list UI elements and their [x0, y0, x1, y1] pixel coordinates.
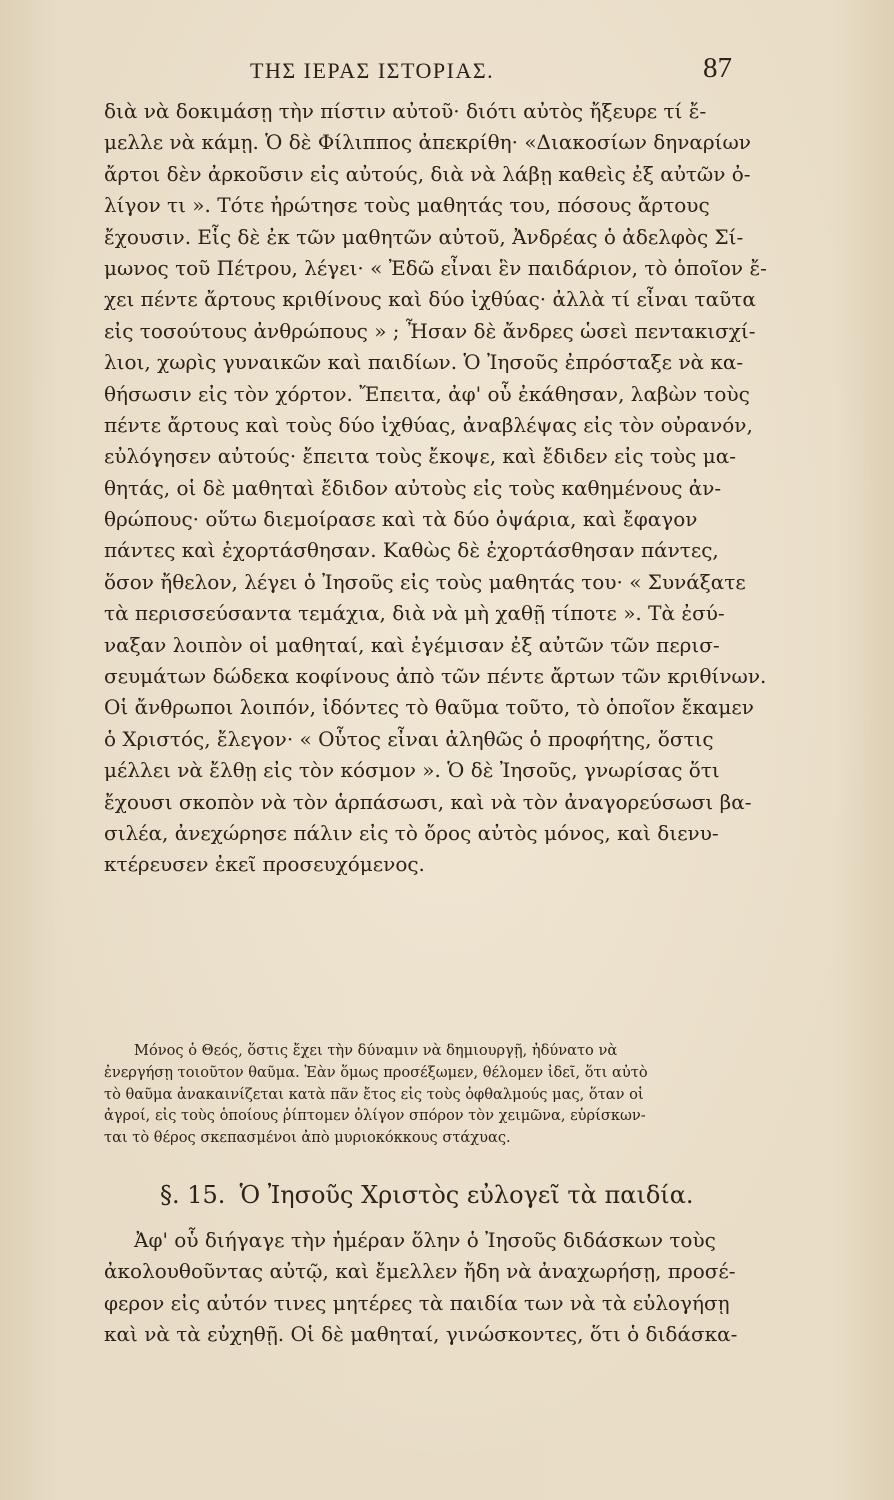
text-line: τὰ περισσεύσαντα τεμάχια, διὰ νὰ μὴ χαθῇ τίποτε ». Τὰ ἐσύ- [104, 601, 725, 626]
text-line: χει πέντε ἄρτους κριθίνους καὶ δύο ἰχθύας· ἀλλὰ τί εἶναι ταῦτα [104, 287, 756, 312]
section-number: §. 15. [160, 1181, 226, 1209]
footnote-line: Μόνος ὁ Θεός, ὅστις ἔχει τὴν δύναμιν νὰ δημιουργῇ, ἠδύνατο νὰ [134, 1042, 618, 1059]
text-line: λίγον τι ». Τότε ἠρώτησε τοὺς μαθητάς του, πόσους ἄρτους [104, 193, 710, 218]
section-title: Ὁ Ἰησοῦς Χριστὸς εὐλογεῖ τὰ παιδία. [239, 1181, 694, 1209]
text-line: ἀκολουθοῦντας αὐτῷ, καὶ ἔμελλεν ἤδη νὰ ἀναχωρήσῃ, προσέ- [104, 1259, 736, 1284]
text-line: διὰ νὰ δοκιμάσῃ τὴν πίστιν αὐτοῦ· διότι αὐτὸς ἤξευρε τί ἔ- [104, 99, 707, 123]
text-line: λιοι, χωρὶς γυναικῶν καὶ παιδίων. Ὁ Ἰησοῦς ἐπρόσταξε νὰ κα- [104, 350, 744, 375]
text-line: θητάς, οἱ δὲ μαθηταὶ ἔδιδον αὐτοὺς εἰς τοὺς καθημένους ἀν- [104, 475, 722, 500]
footnote-line: τὸ θαῦμα ἀνακαινίζεται κατὰ πᾶν ἔτος εἰς τοὺς ὀφθαλμούς μας, ὅταν οἱ [104, 1085, 644, 1103]
text-line: κτέρευσεν ἐκεῖ προσευχόμενος. [104, 852, 425, 877]
text-line: πάντες καὶ ἐχορτάσθησαν. Καθὼς δὲ ἐχορτάσθησαν πάντες, [104, 538, 719, 563]
text-line: θήσωσιν εἰς τὸν χόρτον. Ἔπειτα, ἀφ' οὗ ἐκάθησαν, λαβὼν τοὺς [104, 381, 750, 406]
text-line: σευμάτων δώδεκα κοφίνους ἀπὸ τῶν πέντε ἄρτων τῶν κριθίνων. [104, 664, 767, 689]
text-line: ὁ Χριστός, ἔλεγον· « Οὗτος εἶναι ἀληθῶς ὁ προφήτης, ὅστις [104, 726, 714, 751]
text-line: ἄρτοι δὲν ἀρκοῦσιν εἰς αὐτούς, διὰ νὰ λάβῃ καθεὶς ἐξ αὐτῶν ὀ- [104, 161, 751, 186]
text-line: σιλέα, ἀνεχώρησε πάλιν εἰς τὸ ὄρος αὐτὸς μόνος, καὶ διενυ- [104, 820, 719, 845]
text-line: πέντε ἄρτους καὶ τοὺς δύο ἰχθύας, ἀναβλέψας εἰς τὸν οὐρανόν, [104, 412, 753, 437]
page-number: 87 [703, 52, 732, 84]
text-line: θρώπους· οὕτω διεμοίρασε καὶ τὰ δύο ὀψάρια, καὶ ἔφαγον [104, 507, 698, 532]
footnote-line: ἐνεργήσῃ τοιοῦτον θαῦμα. Ἐὰν ὅμως προσέξωμεν, θέλομεν ἰδεῖ, ὅτι αὐτὸ [104, 1063, 648, 1081]
text-line: ναξαν λοιπὸν οἱ μαθηταί, καὶ ἐγέμισαν ἐξ αὐτῶν τῶν περισ- [104, 632, 720, 657]
footnote-block [104, 1040, 772, 1149]
footnote-line: ἀγροί, εἰς τοὺς ὁποίους ῥίπτομεν ὀλίγον σπόρον τὸν χειμῶνα, εὑρίσκων- [104, 1107, 646, 1125]
text-line: εὐλόγησεν αὐτούς· ἔπειτα τοὺς ἔκοψε, καὶ ἔδιδεν εἰς τοὺς μα- [104, 444, 736, 469]
footnote-line: ται τὸ θέρος σκεπασμένοι ἀπὸ μυριοκόκκους στάχυας. [104, 1129, 511, 1147]
text-line: Οἱ ἄνθρωποι λοιπόν, ἰδόντες τὸ θαῦμα τοῦτο, τὸ ὁποῖον ἔκαμεν [104, 695, 754, 720]
text-line: Ἀφ' οὗ διήγαγε τὴν ἡμέραν ὅλην ὁ Ἰησοῦς διδάσκων τοὺς [134, 1228, 716, 1252]
running-title: ΤΗΣ ΙΕΡΑΣ ΙΣΤΟΡΙΑΣ. [250, 58, 495, 83]
text-line: μέλλει νὰ ἔλθῃ εἰς τὸν κόσμον ». Ὁ δὲ Ἰησοῦς, γνωρίσας ὅτι [104, 758, 720, 783]
text-line: ὅσον ἤθελον, λέγει ὁ Ἰησοῦς εἰς τοὺς μαθητάς του· « Συνάξατε [104, 569, 746, 594]
text-line: φερον εἰς αὐτόν τινες μητέρες τὰ παιδία των νὰ τὰ εὐλογήσῃ [104, 1290, 730, 1315]
text-line: μελλε νὰ κάμῃ. Ὁ δὲ Φίλιππος ἀπεκρίθη· «Διακοσίων δηναρίων [104, 130, 751, 155]
section-heading [160, 1177, 772, 1213]
text-line: μωνος τοῦ Πέτρου, λέγει· « Ἐδῶ εἶναι ἓν παιδάριον, τὸ ὁποῖον ἔ- [104, 255, 767, 280]
text-line: ἔχουσιν. Εἷς δὲ ἐκ τῶν μαθητῶν αὐτοῦ, Ἀνδρέας ὁ ἀδελφὸς Σί- [104, 224, 744, 249]
text-line: καὶ νὰ τὰ εὐχηθῇ. Οἱ δὲ μαθηταί, γινώσκοντες, ὅτι ὁ διδάσκα- [104, 1322, 738, 1347]
section-text-block [104, 1225, 772, 1351]
page-header [0, 52, 894, 92]
text-line: ἔχουσι σκοπὸν νὰ τὸν ἁρπάσωσι, καὶ νὰ τὸν ἀναγορεύσωσι βα- [104, 789, 752, 814]
main-text-block [104, 96, 772, 881]
text-line: εἰς τοσούτους ἀνθρώπους » ; Ἦσαν δὲ ἄνδρες ὡσεὶ πεντακισχί- [104, 318, 756, 343]
